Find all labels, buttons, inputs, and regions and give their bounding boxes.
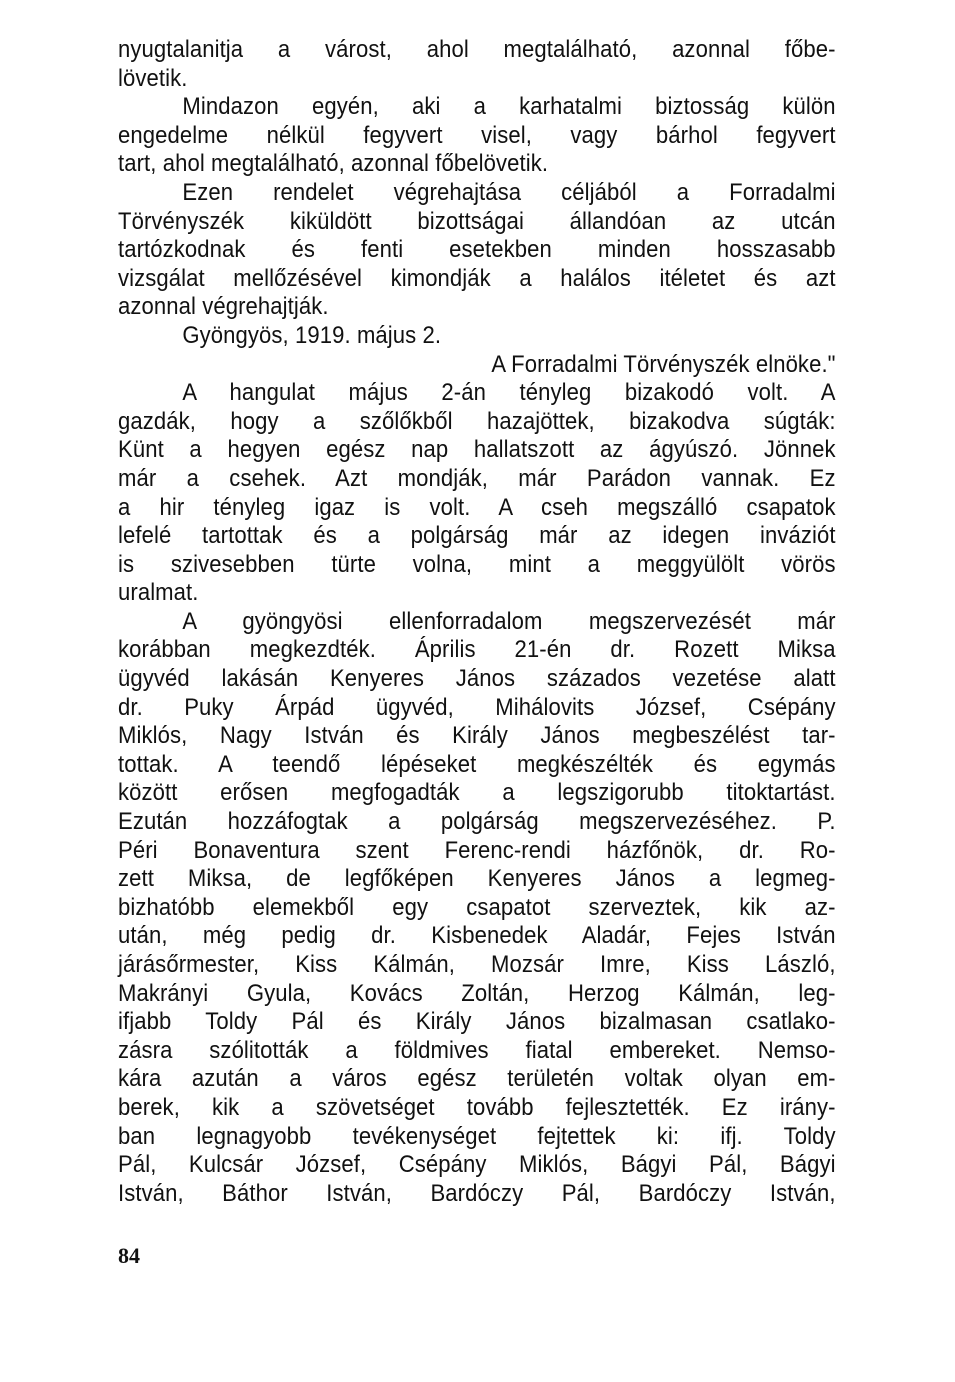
text-line: azonnal végrehajtják.: [118, 293, 329, 321]
text-line: István, Báthor István, Bardóczy Pál, Bardóczy István,: [118, 1179, 836, 1207]
text-line: Gyöngyös, 1919. május 2.: [182, 321, 442, 349]
text-line: A hangulat május 2-án tényleg bizakodó volt. A: [182, 379, 836, 407]
text-line: Makrányi Gyula, Kovács Zoltán, Herzog Kálmán, leg-: [118, 979, 836, 1007]
text-line: a hir tényleg igaz is volt. A cseh megszálló csapatok: [118, 493, 836, 521]
text-line: A gyöngyösi ellenforradalom megszervezését már: [182, 607, 836, 635]
text-line: Mindazon egyén, aki a karhatalmi biztosság külön: [182, 93, 836, 121]
text-line: ifjabb Toldy Pál és Király János bizalmasan csatlako-: [118, 1008, 836, 1036]
text-line: bizhatóbb elemekből egy csapatot szerveztek, kik az-: [118, 893, 836, 921]
text-line: zett Miksa, de legfőképen Kenyeres János a legmeg-: [118, 865, 836, 893]
text-line: lefelé tartottak és a polgárság már az idegen inváziót: [118, 522, 836, 550]
text-line: is szivesebben türte volna, mint a meggyülölt vörös: [118, 550, 836, 578]
text-line: kára azután a város egész területén voltak olyan em-: [118, 1065, 836, 1093]
text-line: tartózkodnak és fenti esetekben minden hosszasabb: [118, 236, 836, 264]
text-line: Ezen rendelet végrehajtása céljából a Forradalmi: [182, 178, 836, 206]
text-line: már a csehek. Azt mondják, már Parádon vannak. Ez: [118, 464, 836, 492]
page-number: 84: [118, 1243, 140, 1268]
text-line: zásra szólitották a földmives fiatal embereket. Nemso-: [118, 1036, 836, 1064]
text-line: vizsgálat mellőzésével kimondják a halálos itéletet és azt: [118, 264, 836, 292]
text-line: lövetik.: [118, 64, 188, 92]
text-line: gazdák, hogy a szőlőkből hazajöttek, bizakodva súgták:: [118, 407, 836, 435]
text-line: tart, ahol megtalálható, azonnal főbelövetik.: [118, 150, 549, 178]
text-line: A Forradalmi Törvényszék elnöke.": [491, 350, 836, 378]
text-line: után, még pedig dr. Kisbenedek Aladár, Fejes István: [118, 922, 836, 950]
text-line: Miklós, Nagy István és Király János megbeszélést tar-: [118, 722, 836, 750]
text-line: engedelme nélkül fegyvert visel, vagy bárhol fegyvert: [118, 121, 836, 149]
text-line: tottak. A teendő lépéseket megkészélték és egymás: [118, 750, 836, 778]
text-line: korábban megkezdték. Április 21-én dr. Rozett Miksa: [118, 636, 836, 664]
text-line: Ezután hozzáfogtak a polgárság megszervezéséhez. P.: [118, 808, 836, 836]
text-line: Pál, Kulcsár József, Csépány Miklós, Bágyi Pál, Bágyi: [118, 1151, 836, 1179]
text-line: nyugtalanitja a várost, ahol megtalálható, azonnal főbe-: [118, 36, 836, 63]
page-body: [118, 36, 836, 1208]
text-line: Törvényszék kiküldött bizottságai állandóan az utcán: [118, 207, 836, 235]
text-line: ban legnagyobb tevékenységet fejtettek ki: ifj. Toldy: [118, 1122, 836, 1150]
text-line: járásőrmester, Kiss Kálmán, Mozsár Imre, Kiss László,: [118, 951, 836, 978]
text-line: uralmat.: [118, 579, 199, 607]
text-line: között erősen megfogadták a legszigorubb titoktartást.: [118, 779, 836, 807]
text-line: Péri Bonaventura szent Ferenc-rendi házfőnök, dr. Ro-: [118, 836, 836, 864]
text-line: Künt a hegyen egész nap hallatszott az ágyúszó. Jönnek: [118, 436, 836, 464]
text-line: dr. Puky Árpád ügyvéd, Mihálovits József, Csépány: [118, 693, 836, 721]
text-line: berek, kik a szövetséget tovább fejlesztették. Ez irány-: [118, 1093, 836, 1121]
text-line: ügyvéd lakásán Kenyeres János százados vezetése alatt: [118, 665, 836, 693]
